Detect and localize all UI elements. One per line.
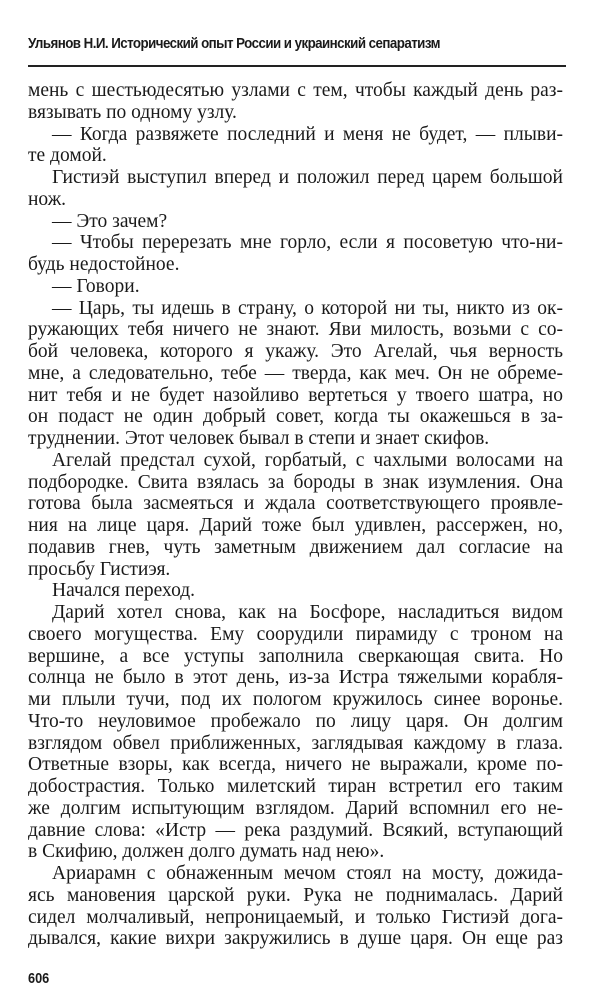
- text-line: в Скифию, должен долго думать над нею».: [28, 841, 385, 863]
- text-line: Ответные взоры, как всегда, ничего не выражали, кроме по-: [28, 754, 563, 776]
- body-text: [28, 80, 563, 950]
- text-line: мень с шестьюдесятью узлами с тем, чтобы каждый день раз-: [28, 80, 563, 101]
- text-line: бой человека, которого я укажу. Это Агелай, чья верность: [28, 341, 563, 362]
- text-line: Агелай предстал сухой, горбатый, с чахлыми волосами на: [52, 449, 563, 471]
- text-line: готова была засмеяться и ждала соответствующего проявле-: [28, 493, 563, 515]
- running-header: Ульянов Н.И. Исторический опыт России и украинский сепаратизм: [28, 36, 440, 52]
- text-line: мне, а следовательно, тебе — тверда, как меч. Он не обреме-: [28, 362, 563, 384]
- text-line: — Чтобы перерезать мне горло, если я посоветую что-ни-: [52, 232, 563, 254]
- text-line: Дарий хотел снова, как на Босфоре, насладиться видом: [52, 602, 563, 623]
- text-line: — Это зачем?: [52, 210, 168, 232]
- text-line: Что-то неуловимое пробежало по лицу царя. Он долгим: [28, 710, 563, 732]
- text-line: — Царь, ты идешь в страну, о которой ни ты, никто из ок-: [52, 297, 563, 319]
- text-line: ми плыли тучи, под их пологом кружилось синее воронье.: [28, 689, 563, 710]
- page-number: 606: [28, 970, 50, 987]
- text-line: добострастия. Только милетский тиран встретил его таким: [28, 776, 563, 797]
- text-line: подавив гнев, чуть заметным движением дал согласие на: [28, 536, 563, 558]
- text-line: же долгим испытующим взглядом. Дарий вспомнил его не-: [28, 797, 563, 819]
- text-line: дывался, какие вихри закружились в душе царя. Он еще раз: [28, 928, 563, 950]
- text-line: будь недостойное.: [28, 254, 180, 275]
- text-line: труднении. Этот человек бывал в степи и знает скифов.: [28, 428, 490, 449]
- text-line: взглядом обвел приближенных, заглядывая каждому в глаза.: [28, 732, 563, 754]
- text-line: Начался переход.: [52, 580, 196, 602]
- text-line: Гистиэй выступил вперед и положил перед царем большой: [52, 167, 563, 188]
- text-line: ясь мановения царской руки. Рука не поднималась. Дарий: [28, 884, 563, 906]
- text-line: — Когда развяжете последний и меня не будет, — плыви-: [52, 123, 563, 145]
- text-line: солнца не было в этот день, из-за Истра тяжелыми корабля-: [28, 667, 563, 689]
- text-line: сидел молчаливый, непроницаемый, и только Гистиэй дога-: [28, 906, 563, 928]
- text-line: ружающих тебя ничего не знают. Яви милость, возьми с со-: [28, 319, 563, 341]
- text-line: давние слова: «Истр — река раздумий. Всякий, вступающий: [28, 819, 563, 841]
- text-line: вязывать по одному узлу.: [28, 101, 237, 123]
- text-line: нит тебя и не будет назойливо вертеться у твоего шатра, но: [28, 384, 563, 406]
- text-line: — Говори.: [52, 275, 140, 297]
- text-line: ния на лице царя. Дарий тоже был удивлен, рассержен, но,: [28, 515, 563, 536]
- text-line: вершине, а все уступы заполнила сверкающая свита. Но: [28, 645, 563, 667]
- text-line: Ариарамн с обнаженным мечом стоял на мосту, дожида-: [52, 863, 563, 884]
- text-line: он подаст не один добрый совет, когда ты окажешься в за-: [28, 406, 563, 428]
- text-line: своего могущества. Ему соорудили пирамиду с троном на: [28, 623, 563, 645]
- text-line: просьбу Гистиэя.: [28, 558, 171, 580]
- text-line: нож.: [28, 188, 67, 210]
- header-rule: [28, 65, 566, 67]
- text-line: те домой.: [28, 145, 107, 167]
- text-line: подбородке. Свита взялась за бороды в знак изумления. Она: [28, 471, 563, 493]
